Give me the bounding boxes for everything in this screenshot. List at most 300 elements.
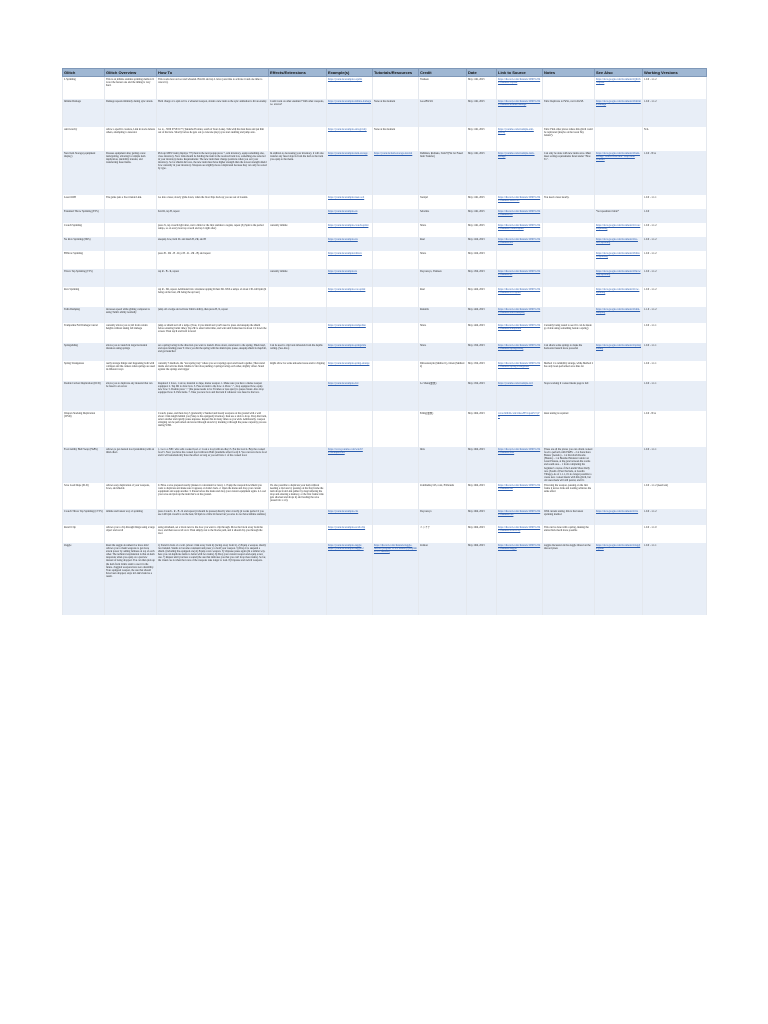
cell-versions: [643, 151, 707, 195]
cell-notes: [543, 151, 595, 195]
cell-effects: [269, 223, 327, 237]
cell-text: [374, 252, 417, 268]
cell-text: [106, 224, 155, 236]
cell-text: unequip bow, hold ZL and mash B, ZR, and B: [158, 238, 206, 241]
cell-versions: [643, 483, 707, 509]
cell-link[interactable]: [497, 447, 543, 483]
cell-text: [270, 526, 325, 542]
table-row: [63, 77, 707, 100]
cell-text: 1.0.0 - 1.1.1: [644, 324, 657, 327]
cell-link[interactable]: [497, 99, 543, 127]
cell-link[interactable]: [497, 223, 543, 237]
cell-text: Hold charge of a spin roll to a wheeled weapon, obtain a new item as the sync animation is hit an enemy.: [158, 100, 267, 103]
cell-seealso[interactable]: [595, 237, 643, 251]
cell-effects: [269, 287, 327, 307]
cell-text: https://docs.google.com/document/d/glitch-l-sprint: [596, 78, 641, 85]
cell-notes: [543, 77, 595, 100]
cell-text: jump or shield surf off a ledge. (Note, if you shield surf you'll need to press and unequip the shield before entering bullet time). Tap ZR to enter bullet time, and wait until Links head is about 1/2 down the screen. Then tap R and hold forward: [158, 324, 267, 334]
cell-glitch: [63, 195, 105, 209]
cell-text: Could work on other enemies? With other weapons, i.e. arrows?: [270, 100, 324, 107]
cell-overview: [105, 151, 157, 195]
cell-text: May 16th, 2023: [468, 484, 485, 487]
cell-text: Allows easy duplication of your weapons, bows, and shields: [106, 484, 150, 491]
cell-glitch: [63, 307, 105, 323]
cell-text: Recall Clip: [64, 526, 76, 529]
cell-text: currently infinite: [270, 270, 288, 273]
cell-tutorials: [373, 483, 419, 509]
cell-text: Allows you to clip through things using a large object and recall: [106, 526, 155, 533]
cell-link[interactable]: [497, 287, 543, 307]
cell-text: Yasheen: [420, 78, 429, 81]
cell-date: [467, 209, 497, 223]
cell-glitch: [63, 77, 105, 100]
cell-versions: [643, 343, 707, 361]
cell-effects: [269, 411, 327, 447]
cell-date: [467, 237, 497, 251]
cell-text: BThrow Sprinting: [64, 252, 83, 255]
cell-tutorials[interactable]: [373, 151, 419, 195]
cell-howto: [157, 447, 269, 483]
cell-notes: [543, 509, 595, 525]
cell-overview: [105, 323, 157, 343]
cell-text: Can be used to clip back inbounds from the depths ceiling. (See Also): [270, 344, 323, 351]
cell-seealso[interactable]: [595, 251, 643, 269]
cell-date: [467, 151, 497, 195]
cell-seealso[interactable]: [595, 269, 643, 287]
cell-text: [544, 210, 593, 222]
cell-text: https://discord.com/channels/1086712341/channels/ctts: [498, 510, 541, 517]
cell-text: [596, 362, 641, 380]
cell-examples[interactable]: [327, 223, 373, 237]
cell-effects: [269, 251, 327, 269]
cell-text: https://docs.google.com/document/d/no-row-sprinting: [596, 238, 638, 245]
cell-howto: [157, 99, 269, 127]
cell-examples[interactable]: [327, 99, 373, 127]
cell-text: Currently being tested to see if it can be made go viable using something beside a spring): [544, 324, 592, 331]
cell-glitch: [63, 127, 105, 151]
cell-versions: [643, 251, 707, 269]
cell-examples[interactable]: [327, 269, 373, 287]
cell-examples[interactable]: [327, 237, 373, 251]
cell-credit: [419, 307, 467, 323]
table-row: [63, 307, 707, 323]
cell-text: 1.0.0 - 1.1.1: [644, 344, 657, 347]
cell-text: [374, 362, 417, 380]
cell-text: None at the moment: [374, 100, 396, 103]
cell-seealso: [595, 381, 643, 411]
cell-text: https://docs.google.com/document/d/infinite-damage: [596, 100, 641, 107]
column-header-link[interactable]: Link to Source: [497, 69, 543, 77]
cell-howto: [157, 287, 269, 307]
cell-text: Required: 2 bows, 1 arrow, material to dupe, melee weapon. 1. Make sure you have a melee weapon equipped. 2. Tap ZR to draw bow. 3. Fuse an item to the bow. 4. Press "-", drop equipped bow, equip new bow. 5. Double press "-" (the pause needs to be 3 frames or less apart) to pause cluster. Also drop equipped bow. 6. Pick items. 7. Take you new bow and the item if whatever was fused to the bow.: [158, 382, 264, 395]
cell-glitch: [63, 237, 105, 251]
cell-text: Method 1 is reliability strange, while Method 2 has only been performed once thus far: [544, 362, 593, 369]
cell-text: Pick up MSW item (displays ???) then in the next popup press +, arm inventory, equip something else, close inventory. Now Link should be holding the item in the received item box, something else selected in your inventory menu. Requirements: The new item must change positions when you sort your inventory. So for shields & bows, the new item must have higher strength than the lowest strength shield bow currently in your inventory. Weapons are slightly more complicated because they can only be sorted by type.: [158, 152, 267, 171]
cell-effects: [269, 99, 327, 127]
cell-text: Can only be done with new items once. Must meet sorting requirements listed under "How To".: [544, 152, 591, 162]
cell-credit: [419, 287, 467, 307]
cell-text: 1.0.0 - 1.1.0: [644, 526, 657, 529]
cell-text: 1.0.0 - 1.1.1: [644, 448, 657, 451]
table-row: [63, 287, 707, 307]
column-header-tutorials[interactable]: Tutorials/Resources: [373, 69, 419, 77]
cell-notes: [543, 483, 595, 509]
cell-text: Silaro: [420, 344, 427, 347]
cell-text: N/A: [644, 128, 649, 131]
cell-text: May 11th, 2023: [468, 224, 485, 227]
cell-link[interactable]: [497, 307, 543, 323]
table-body: [63, 77, 707, 616]
cell-seealso[interactable]: [595, 343, 643, 361]
cell-text: [374, 224, 417, 236]
cell-text: Trampoline Fall Damage Cancel: [64, 324, 98, 327]
cell-glitch: [63, 361, 105, 381]
cell-howto: [157, 195, 269, 209]
cell-examples[interactable]: [327, 509, 373, 525]
cell-glitch: [63, 509, 105, 525]
cell-overview: [105, 237, 157, 251]
cell-tutorials[interactable]: [373, 543, 419, 615]
cell-examples[interactable]: [327, 127, 373, 151]
cell-text: [374, 196, 417, 208]
cell-text: You need a laser nearby.: [544, 196, 570, 199]
cell-text: [270, 288, 325, 306]
cell-seealso[interactable]: [595, 223, 643, 237]
table-row: [63, 381, 707, 411]
cell-notes: [543, 209, 595, 223]
cell-link[interactable]: [497, 195, 543, 209]
cell-text: Zuggle: [64, 544, 72, 547]
cell-text: Lo Shuta(慶應): [420, 382, 437, 385]
cell-text: 1.0.0 - 1.1.2 (need test): [644, 484, 669, 487]
cell-text: https://docs.google.com/document/d/item-storage "Glitch Overview" Dupl Item Transfer: [596, 152, 640, 162]
cell-overview: [105, 509, 157, 525]
cell-tutorials: [373, 77, 419, 100]
cell-credit: [419, 381, 467, 411]
cell-link[interactable]: [497, 209, 543, 223]
cell-versions: [643, 509, 707, 525]
cell-howto: [157, 269, 269, 287]
cell-text: https://discord.com/channels/1086712341/channels/tulin-dumping: [498, 308, 541, 315]
cell-link[interactable]: [497, 151, 543, 195]
cell-versions: [643, 269, 707, 287]
cell-effects: [269, 483, 327, 509]
column-header-versions[interactable]: Working Versions: [643, 69, 707, 77]
cell-link[interactable]: [497, 381, 543, 411]
cell-date: [467, 543, 497, 615]
cell-credit: [419, 509, 467, 525]
cell-text: 1.0.0 - 1.1.1: [644, 362, 657, 365]
cell-text: [106, 288, 155, 306]
cell-seealso[interactable]: [595, 287, 643, 307]
cell-howto: [157, 343, 269, 361]
cell-howto: [157, 77, 269, 100]
cell-text: [270, 308, 325, 322]
column-header-seealso[interactable]: See Also: [595, 69, 643, 77]
cell-examples[interactable]: [327, 77, 373, 100]
cell-date: [467, 269, 497, 287]
cell-text: May 16th, 2023: [468, 412, 485, 415]
cell-text: https://youtu.be/example-laser-oob: [328, 196, 365, 199]
cell-link[interactable]: [497, 237, 543, 251]
cell-text: [374, 526, 417, 542]
cell-seealso: [595, 127, 643, 151]
cell-examples[interactable]: [327, 361, 373, 381]
cell-text: May 16th, 2023: [468, 526, 485, 529]
cell-text: 1.0.0 - 1.1.2: [644, 78, 657, 81]
cell-examples[interactable]: [327, 543, 373, 615]
cell-text: Crouch, pause, and then drop 5 (preferably 2 handed and fused) weapons on the ground with a wall about 1 link length behind you (Snap to the equipped) inventory, then use a stick to drop. Drop that item, select another and rapidly pause unpause. Repeat this in many times as you wish. Additionally, weapon stringing can be performed and stored through snowls by marking 4 through the pause carpentry process during WSD.: [158, 412, 267, 428]
cell-effects: [269, 381, 327, 411]
cell-examples[interactable]: [327, 195, 373, 209]
cell-tutorials: [373, 209, 419, 223]
cell-seealso[interactable]: [595, 509, 643, 525]
cell-notes: [543, 251, 595, 269]
cell-link[interactable]: [497, 127, 543, 151]
cell-tutorials: [373, 127, 419, 151]
table-row: [63, 209, 707, 223]
cell-text: really strange things start happening both with collision and the camera when springs are used in different ways: [106, 362, 155, 372]
header-row: [63, 69, 707, 77]
cell-credit: [419, 251, 467, 269]
cell-text: Allows to get desired food (standable) with an third effect.: [106, 448, 155, 455]
cell-text: Weapon Stacking Duplication (WSD): [64, 412, 96, 419]
cell-text: https://discord.com/channels/1086712341/channels/sld: [498, 484, 541, 491]
cell-tutorials: [373, 343, 419, 361]
cell-text: https://discord.com/channels/1086712341/channels/row-sprint: [498, 288, 541, 295]
cell-text: tap R - ZR, repeat. Additional info: alternate tapping R then ZR. With a tempo of about 130-140 bpm (R being on the beat, ZR being the up beat): [158, 288, 267, 295]
cell-text: [374, 382, 417, 410]
cell-examples[interactable]: [327, 343, 373, 361]
cell-howto: [157, 411, 269, 447]
cell-howto: [157, 509, 269, 525]
cell-text: [270, 544, 325, 614]
cell-text: With current testing, this is the fastest sprinting method: [544, 510, 584, 517]
cell-link[interactable]: [497, 77, 543, 100]
cell-examples[interactable]: [327, 525, 373, 543]
cell-date: [467, 323, 497, 343]
cell-versions: [643, 195, 707, 209]
cell-text: must testing is required: [544, 412, 569, 415]
cell-text: https://youtu.be/example-infinite-damage: [328, 100, 371, 103]
cell-link[interactable]: [497, 509, 543, 525]
cell-text: [270, 210, 325, 222]
cell-date: [467, 195, 497, 209]
cell-date: [467, 77, 497, 100]
cell-text: https://docs.google.com/document/d/tulin-dumping: [596, 308, 641, 315]
cell-text: https://youtu.be/example-spring-strange: [328, 362, 370, 365]
cell-text: [374, 270, 417, 286]
cell-versions: [643, 411, 707, 447]
cell-howto: [157, 307, 269, 323]
cell-text: [544, 238, 593, 250]
cell-effects: [269, 525, 327, 543]
cell-overview: [105, 269, 157, 287]
cell-text: https://discord.com/channels/1086712341/channels/laser-oob: [498, 196, 541, 203]
cell-seealso[interactable]: [595, 77, 643, 100]
cell-text: [374, 344, 417, 360]
cell-date: [467, 411, 497, 447]
cell-seealso[interactable]: [595, 543, 643, 615]
cell-text: May 11th, 2023: [468, 128, 485, 131]
cell-text: May 11th, 2023: [468, 100, 485, 103]
cell-text: https://discord.com/channels/1086712341/channels/ets: [498, 210, 541, 217]
cell-howto: [157, 151, 269, 195]
cell-text: Row Sprinting: [64, 288, 80, 291]
cell-text: L Sprinting: [64, 78, 76, 81]
cell-tutorials: [373, 99, 419, 127]
cell-text: Dahlman, Rubieko, Tesla*(Fist for Fused Item Transfer): [420, 152, 463, 159]
cell-credit: [419, 151, 467, 195]
cell-text: [596, 448, 641, 482]
cell-howto: [157, 223, 269, 237]
cell-text: [596, 484, 641, 508]
cell-text: [374, 510, 417, 524]
cell-howto: [157, 209, 269, 223]
cell-text: https://youtu.be/example-nrs: [328, 238, 358, 241]
cell-text: Can shorts some springs to make the horizontal launch more powerful: [544, 344, 583, 351]
cell-text: 1.0.0 - 1.1.2: [644, 252, 657, 255]
cell-credit: [419, 323, 467, 343]
cell-text: Read the zuggle document for more info! Allows you to mash weapons to get more attack power by adding fullness on top of each other. The technical explanation is that an item despawns when you equip on a preview instead of being dropped. You can then pick up the item from Link's stash to use it in the future. Zuggled weapons have zero durability. Your equipped weapon, the one that should have been dropped, stays in Link's hand as a result.: [106, 544, 155, 578]
cell-text: [270, 382, 325, 410]
cell-text: 1. Go to a NPC who sells cooked food. 2. Cook a food with an effect 3. Eat the food 4. Buy the cooked food 5. Now you have the cooked food with new Buff (standable effect food) 6. You can now move food and it will automatically have the effect as long as you sell have 1 of the cooked food.: [158, 448, 267, 458]
cell-text: currently 3 methods, the "test spring trap" where you set 4 springs upon and fused together. Then stand inside and activate them. Method 2 involves pushing 2 springs facing each other, slightly offset. Stand against the springs and trigger: [158, 362, 265, 372]
cell-versions: [643, 77, 707, 100]
column-header-notes[interactable]: Notes: [543, 69, 595, 77]
cell-text: currently infinite: [270, 224, 288, 227]
column-header-effects[interactable]: Effects/Extensions: [269, 69, 327, 77]
cell-text: The game puts a floor inside Link.: [106, 196, 142, 199]
cell-effects: [269, 343, 327, 361]
cell-link[interactable]: [497, 323, 543, 343]
cell-date: [467, 223, 497, 237]
cell-examples[interactable]: [327, 251, 373, 269]
cell-text: These are all the places you can obtain cooked food to perform with FABS: - 2 at Kara Kara Bazaar (Gerudo) - 1 at Rowboth Rooms (Hateno) - 1 at Bearded Monster vendor on Great Plateau, at the gate between the rooms and south area. - 1 from completing the beginner's course of the Lurelin Shore Rally race (South of East Necluda, at Lurelin Village). As of 1.1.1, it's no longer possible to create new cooked meals with this glitch, but old ones made will still persist, and it's: [544, 448, 593, 482]
cell-text: Dittorenaxyde (Method 1), Orsen (Method 2): [420, 362, 465, 369]
cell-credit: [419, 269, 467, 287]
cell-text: [270, 128, 325, 150]
cell-credit: [419, 447, 467, 483]
column-header-examples[interactable]: Example(s): [327, 69, 373, 77]
table-row: [63, 525, 707, 543]
cell-examples[interactable]: [327, 151, 373, 195]
column-header-date[interactable]: Date: [467, 69, 497, 77]
cell-credit: [419, 237, 467, 251]
cell-text: [374, 448, 417, 482]
cell-text: 1.0.0 - 1.1.2: [644, 288, 657, 291]
cell-link[interactable]: [497, 483, 543, 509]
column-header-credit[interactable]: Credit: [419, 69, 467, 77]
cell-examples[interactable]: [327, 209, 373, 223]
cell-seealso[interactable]: [595, 99, 643, 127]
cell-text: zuggle discussion in the zuggle thread on the discord plaza: [544, 544, 591, 551]
cell-notes: [543, 237, 595, 251]
cell-examples[interactable]: [327, 447, 373, 483]
cell-link: [497, 251, 543, 269]
column-header-glitch[interactable]: Glitch: [63, 69, 105, 77]
cell-text: Tulin Dumping: [64, 308, 80, 311]
cell-notes: [543, 343, 595, 361]
cell-text: [544, 224, 593, 236]
cell-effects: [269, 209, 327, 223]
cell-examples[interactable]: [327, 381, 373, 411]
cell-text: Throw Tap Sprinting (TTS): [64, 270, 93, 273]
cell-link[interactable]: [497, 361, 543, 381]
cell-text: https://discord.com/channels/zuggle-tutorial (English v1.0.0 method) (English v1.1.1 method): [374, 544, 417, 554]
cell-text: May 14th, 2023: [468, 324, 485, 327]
cell-link[interactable]: [497, 543, 543, 615]
cell-seealso: [595, 195, 643, 209]
cell-text: https://youtu.be/example-crouch-sprint: [328, 224, 369, 227]
column-header-howto[interactable]: How To: [157, 69, 269, 77]
cell-notes: [543, 195, 595, 209]
table-row: [63, 151, 707, 195]
cell-text: GoodFix321: [420, 100, 434, 103]
cell-text: Go into a laser, slowly glide down, when the floor flips back up you are out of bounds.: [158, 196, 248, 199]
cell-text: [596, 324, 641, 342]
cell-text: https://docs.google.com/document/d/bthrow-sprinting: [596, 252, 640, 259]
cell-text: https://youtu.be/example-ets: [328, 210, 358, 213]
cell-howto: [157, 525, 269, 543]
cell-text: https://discord.com/channels/1086712341/channels/nrs: [498, 238, 541, 245]
cell-link[interactable]: [497, 269, 543, 287]
cell-text: hold R, tap B, repeat: [158, 210, 180, 213]
cell-date: [467, 99, 497, 127]
cell-text: 1.1.0 - 1.1.2: [644, 308, 657, 311]
cell-seealso[interactable]: [595, 151, 643, 195]
cell-tutorials: [373, 323, 419, 343]
cell-overview: [105, 543, 157, 615]
cell-text: https://docs.google.com/document/d/ctts: [596, 510, 639, 513]
cell-seealso[interactable]: [595, 307, 643, 323]
cell-overview: [105, 525, 157, 543]
cell-tutorials: [373, 361, 419, 381]
cell-text: https://youtu.be/example-recall-clip: [328, 526, 366, 529]
cell-text: May 15th, 2023: [468, 382, 485, 385]
table-row: [63, 223, 707, 237]
cell-overview: [105, 251, 157, 269]
cell-text: [498, 252, 541, 268]
cell-link[interactable]: [497, 411, 543, 447]
cell-text: May 15th, 2023: [468, 362, 485, 365]
column-header-overview[interactable]: Glitch Overview: [105, 69, 157, 77]
cell-date: [467, 127, 497, 151]
cell-link[interactable]: [497, 343, 543, 361]
table-row: [63, 543, 707, 615]
cell-link[interactable]: [497, 525, 543, 543]
cell-glitch: [63, 411, 105, 447]
cell-text: 1.0.0 - N/A: [644, 412, 656, 415]
cell-overview: [105, 223, 157, 237]
cell-versions: [643, 223, 707, 237]
cell-text: [270, 412, 325, 446]
cell-examples[interactable]: [327, 287, 373, 307]
cell-versions: [643, 307, 707, 323]
cell-text: https://discord.com/channels/1086712341/channels/tts: [498, 270, 541, 277]
cell-examples[interactable]: [327, 323, 373, 343]
cell-tutorials: [373, 237, 419, 251]
cell-effects: [269, 543, 327, 615]
cell-text: allows you to duplicate any material that can be fused to an arrow: [106, 382, 153, 389]
cell-versions: [643, 287, 707, 307]
cell-tutorials: [373, 251, 419, 269]
cell-seealso: [595, 209, 643, 223]
cell-effects: [269, 127, 327, 151]
cell-text: May 11th, 2023: [468, 210, 485, 213]
cell-text: [374, 484, 417, 508]
cell-text: Allow a specific creature, Link in stock defeats others, attempting to descend.: [106, 128, 155, 135]
